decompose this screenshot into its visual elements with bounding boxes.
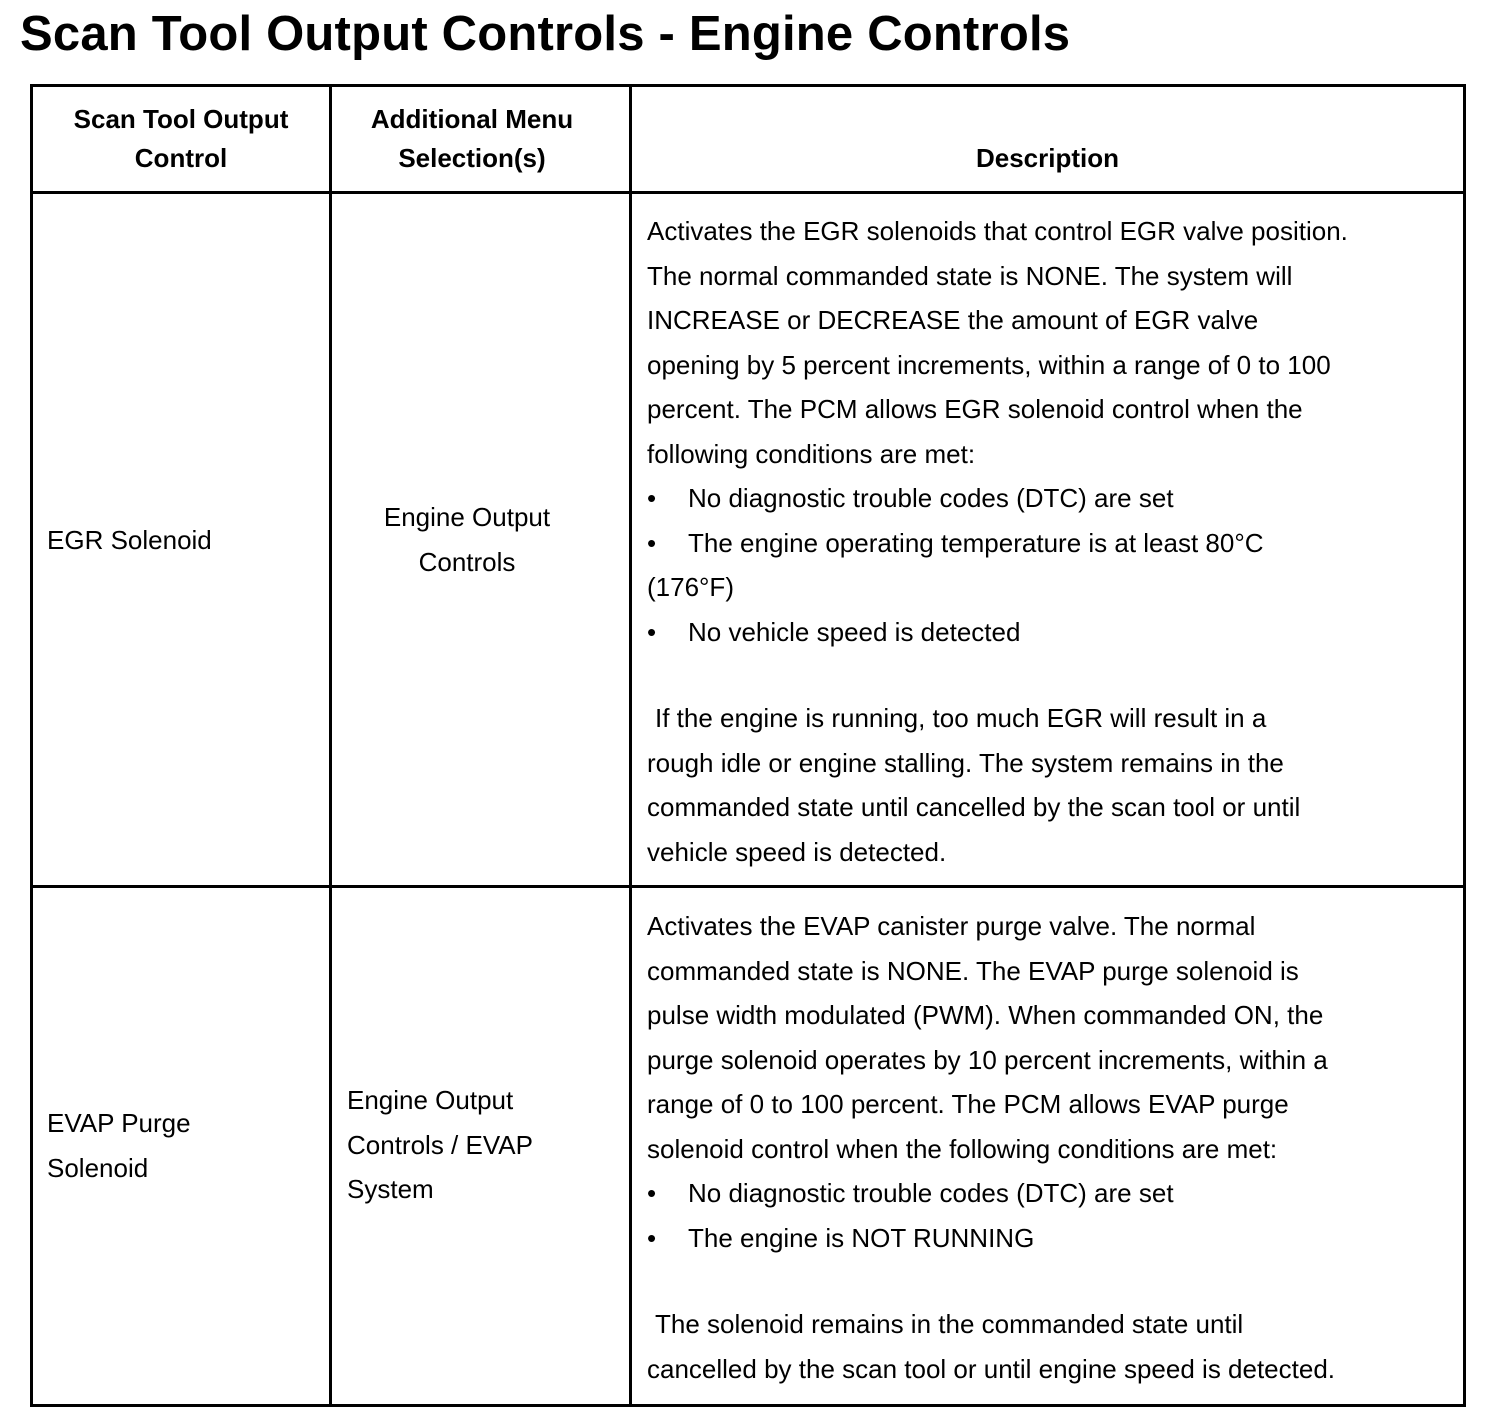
desc-line: INCREASE or DECREASE the amount of EGR valve: [647, 305, 1259, 335]
bullet-item: [647, 1216, 1447, 1261]
desc-line: Activates the EGR solenoids that control EGR valve position.: [647, 216, 1348, 246]
desc-line: range of 0 to 100 percent. The PCM allows EVAP purge: [647, 1089, 1289, 1119]
desc-line: The normal commanded state is NONE. The system will: [647, 260, 1293, 291]
bullet-icon: •: [647, 616, 657, 647]
row1-description: [647, 209, 1447, 874]
note-line: If the engine is running, too much EGR will result in a: [655, 703, 1267, 733]
column-divider-2: [629, 84, 632, 1407]
row1-menu-line1: Engine Output: [383, 502, 551, 532]
bullet-icon: •: [647, 483, 657, 513]
header-divider: [30, 191, 1466, 194]
note-line: cancelled by the scan tool or until engine speed is detected.: [647, 1353, 1336, 1384]
desc-line: pulse width modulated (PWM). When commanded ON, the: [647, 1000, 1324, 1030]
row2-menu-line2: Controls / EVAP: [347, 1129, 533, 1160]
note-line: The solenoid remains in the commanded state until: [655, 1309, 1244, 1339]
paragraph-gap: [647, 1260, 1447, 1302]
table-border-right: [1463, 84, 1466, 1407]
row2-description: [647, 904, 1447, 1391]
desc-line: opening by 5 percent increments, within a range of 0 to 100: [647, 349, 1331, 380]
note-line: commanded state until cancelled by the scan tool or until: [647, 792, 1301, 822]
row2-control-line1: EVAP Purge: [47, 1108, 191, 1138]
header-col1-line1: Scan Tool Output: [73, 104, 289, 134]
bullet-continuation: (176°F): [647, 572, 734, 602]
row1-control: EGR Solenoid: [47, 525, 212, 555]
table-border-bottom: [30, 1404, 1466, 1407]
bullet-text: No diagnostic trouble codes (DTC) are set: [688, 483, 1174, 513]
column-divider-1: [329, 84, 332, 1407]
header-col1-line2: Control: [134, 143, 228, 173]
row2-control-line2: Solenoid: [47, 1152, 149, 1183]
row1-menu-line2: Controls: [418, 546, 516, 577]
bullet-item: [647, 521, 1447, 566]
header-scan-tool-output-control: [33, 100, 329, 178]
row2-menu-selection: [347, 1078, 533, 1212]
bullet-icon: •: [647, 527, 657, 558]
header-description: Description: [975, 143, 1120, 173]
note-line: rough idle or engine stalling. The system remains in the: [647, 747, 1284, 778]
desc-line: following conditions are met:: [647, 438, 976, 469]
bullet-text: No vehicle speed is detected: [688, 616, 1021, 647]
output-controls-table: [30, 84, 1466, 1407]
bullet-icon: •: [647, 1222, 657, 1253]
desc-line: Activates the EVAP canister purge valve. The normal: [647, 911, 1256, 941]
table-border-top: [30, 84, 1466, 87]
header-additional-menu-selections: [332, 100, 612, 178]
bullet-item: [647, 610, 1447, 655]
row2-control: [47, 1101, 191, 1190]
note-line: vehicle speed is detected.: [647, 836, 947, 867]
bullet-item: [647, 476, 1447, 521]
paragraph-gap: [647, 654, 1447, 696]
bullet-text: The engine operating temperature is at least 80°C: [688, 527, 1264, 558]
bullet-text: No diagnostic trouble codes (DTC) are set: [688, 1178, 1174, 1208]
desc-line: percent. The PCM allows EGR solenoid control when the: [647, 394, 1303, 424]
row2-menu-line1: Engine Output: [347, 1085, 514, 1115]
header-col2-line2: Selection(s): [398, 143, 546, 173]
header-col2-line1: Additional Menu: [370, 104, 574, 134]
bullet-text: The engine is NOT RUNNING: [688, 1222, 1035, 1253]
table-border-left: [30, 84, 33, 1407]
row2-menu-line3: System: [347, 1174, 434, 1204]
page-title: Scan Tool Output Controls - Engine Controls: [20, 7, 1071, 61]
desc-line: purge solenoid operates by 10 percent increments, within a: [647, 1044, 1328, 1075]
bullet-item: [647, 1171, 1447, 1216]
desc-line: solenoid control when the following conditions are met:: [647, 1133, 1278, 1164]
row-divider: [30, 885, 1466, 888]
desc-line: commanded state is NONE. The EVAP purge solenoid is: [647, 955, 1299, 986]
row1-menu-selection: [332, 495, 602, 584]
bullet-icon: •: [647, 1178, 657, 1208]
